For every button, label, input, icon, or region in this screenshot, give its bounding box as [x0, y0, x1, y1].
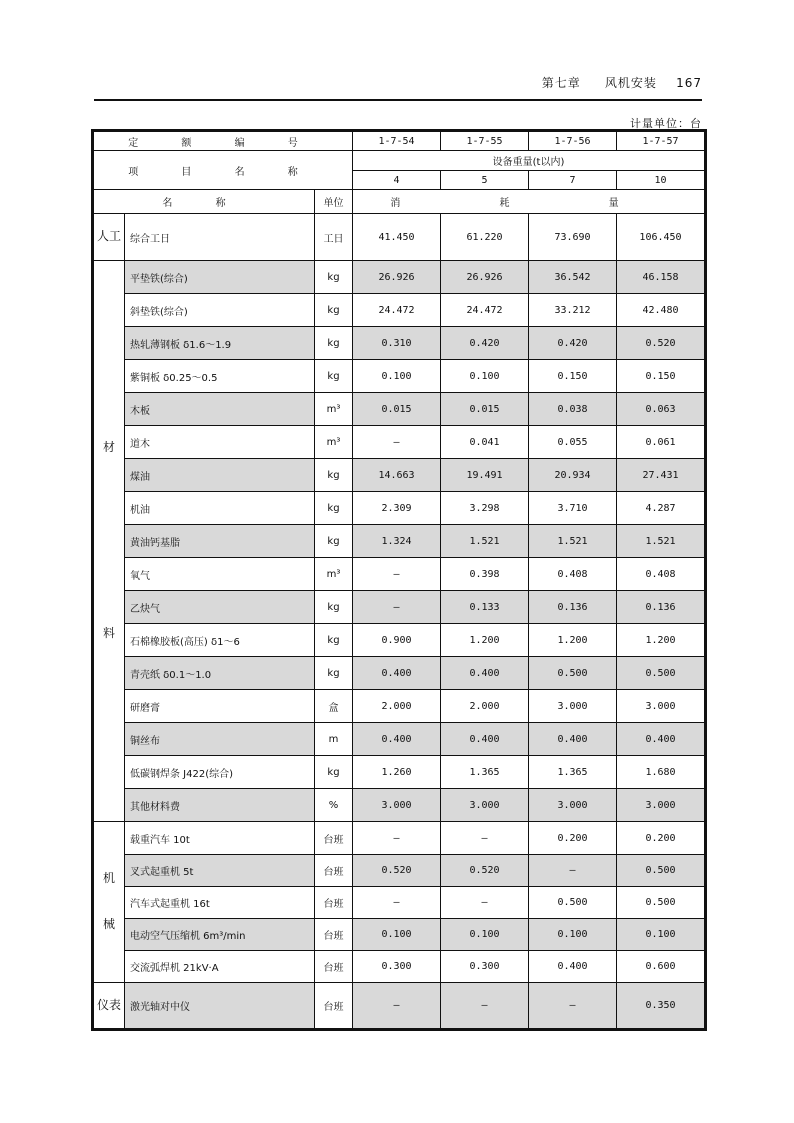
row-value: — — [353, 822, 441, 855]
table-row — [94, 822, 705, 855]
row-name: 交流弧焊机 21kV·A — [125, 951, 315, 983]
row-value: 26.926 — [441, 261, 529, 294]
unit-label: 单位 — [315, 190, 353, 214]
row-value: 1.200 — [529, 624, 617, 657]
table-row — [94, 492, 705, 525]
row-value: 0.015 — [353, 393, 441, 426]
table-row — [94, 591, 705, 624]
row-value: 0.420 — [441, 327, 529, 360]
row-name: 铜丝布 — [125, 723, 315, 756]
row-value: — — [441, 887, 529, 919]
row-value: 0.041 — [441, 426, 529, 459]
row-value: 24.472 — [441, 294, 529, 327]
row-name: 其他材料费 — [125, 789, 315, 822]
row-unit: kg — [315, 624, 353, 657]
row-value: 0.900 — [353, 624, 441, 657]
row-value: 27.431 — [617, 459, 705, 492]
weight-label: 设备重量(t以内) — [353, 151, 705, 171]
row-value: 0.100 — [441, 360, 529, 393]
row-value: — — [353, 558, 441, 591]
table-row — [94, 214, 705, 261]
row-unit: kg — [315, 459, 353, 492]
row-unit: 台班 — [315, 919, 353, 951]
row-value: 4.287 — [617, 492, 705, 525]
row-value: 3.000 — [529, 690, 617, 723]
row-value: 3.000 — [353, 789, 441, 822]
chapter-title: 风机安装 — [604, 76, 657, 90]
row-value: 3.000 — [529, 789, 617, 822]
row-value: 2.309 — [353, 492, 441, 525]
name-label: 名 称 — [94, 190, 315, 214]
row-value: 0.400 — [441, 657, 529, 690]
category-instrument — [94, 983, 125, 1029]
row-unit: kg — [315, 525, 353, 558]
header-rule — [94, 99, 702, 101]
category-machine — [94, 822, 125, 983]
row-unit: kg — [315, 756, 353, 789]
row-value: 0.500 — [617, 887, 705, 919]
row-name: 低碳钢焊条 J422(综合) — [125, 756, 315, 789]
row-value: 0.500 — [529, 657, 617, 690]
row-value: 1.324 — [353, 525, 441, 558]
row-name: 激光轴对中仪 — [125, 983, 315, 1029]
row-value: 0.100 — [353, 919, 441, 951]
row-name: 汽车式起重机 16t — [125, 887, 315, 919]
row-name: 叉式起重机 5t — [125, 855, 315, 887]
row-value: 3.710 — [529, 492, 617, 525]
weight-value: 10 — [617, 171, 705, 190]
column-header-row — [94, 190, 705, 214]
row-unit: 盒 — [315, 690, 353, 723]
table-row — [94, 756, 705, 789]
row-name: 电动空气压缩机 6m³/min — [125, 919, 315, 951]
row-name: 氧气 — [125, 558, 315, 591]
row-value: 2.000 — [441, 690, 529, 723]
item-label: 项 目 名 称 — [94, 151, 353, 190]
row-value: 0.150 — [617, 360, 705, 393]
row-value: 19.491 — [441, 459, 529, 492]
table-row — [94, 327, 705, 360]
row-value: 1.521 — [529, 525, 617, 558]
row-value: 0.133 — [441, 591, 529, 624]
table-row — [94, 855, 705, 887]
table-row — [94, 624, 705, 657]
row-value: 1.680 — [617, 756, 705, 789]
row-value: 0.038 — [529, 393, 617, 426]
weight-header-row — [94, 151, 705, 171]
category-char: 人工 — [96, 229, 121, 244]
row-unit: 台班 — [315, 887, 353, 919]
row-value: 1.365 — [529, 756, 617, 789]
row-value: 0.100 — [441, 919, 529, 951]
row-value: 0.136 — [617, 591, 705, 624]
row-value: 0.061 — [617, 426, 705, 459]
row-unit: kg — [315, 492, 353, 525]
row-value: — — [529, 855, 617, 887]
row-name: 研磨膏 — [125, 690, 315, 723]
row-unit: 台班 — [315, 951, 353, 983]
row-value: — — [353, 983, 441, 1029]
quota-code-row — [94, 132, 705, 151]
row-name: 木板 — [125, 393, 315, 426]
row-value: 0.350 — [617, 983, 705, 1029]
row-unit: % — [315, 789, 353, 822]
row-value: 0.408 — [617, 558, 705, 591]
row-value: 0.398 — [441, 558, 529, 591]
row-value: 0.100 — [353, 360, 441, 393]
row-name: 综合工日 — [125, 214, 315, 261]
quota-table — [93, 131, 705, 1029]
row-value: 0.600 — [617, 951, 705, 983]
row-value: 1.260 — [353, 756, 441, 789]
row-unit: 台班 — [315, 822, 353, 855]
row-value: 0.300 — [441, 951, 529, 983]
row-value: — — [353, 887, 441, 919]
row-value: 20.934 — [529, 459, 617, 492]
row-value: 0.063 — [617, 393, 705, 426]
row-unit: m³ — [315, 393, 353, 426]
row-value: 3.298 — [441, 492, 529, 525]
row-value: 0.200 — [617, 822, 705, 855]
row-unit: m³ — [315, 558, 353, 591]
row-name: 煤油 — [125, 459, 315, 492]
row-unit: m — [315, 723, 353, 756]
row-value: 0.400 — [529, 723, 617, 756]
table-row — [94, 558, 705, 591]
category-material — [94, 261, 125, 822]
row-value: 2.000 — [353, 690, 441, 723]
row-value: 0.520 — [353, 855, 441, 887]
row-value: 0.015 — [441, 393, 529, 426]
table-row — [94, 459, 705, 492]
table-row — [94, 360, 705, 393]
weight-value: 4 — [353, 171, 441, 190]
row-value: 0.408 — [529, 558, 617, 591]
category-char: 仪表 — [96, 997, 121, 1012]
row-value: 26.926 — [353, 261, 441, 294]
row-value: — — [353, 426, 441, 459]
quota-code: 1-7-56 — [529, 132, 617, 151]
row-name: 斜垫铁(综合) — [125, 294, 315, 327]
row-unit: 台班 — [315, 983, 353, 1029]
unit-note: 计量单位：台 — [630, 117, 702, 130]
row-unit: kg — [315, 327, 353, 360]
row-value: 0.200 — [529, 822, 617, 855]
consumption-label: 消 耗 量 — [353, 190, 705, 214]
row-value: 3.000 — [617, 789, 705, 822]
row-name: 黄油钙基脂 — [125, 525, 315, 558]
row-name: 青壳纸 δ0.1～1.0 — [125, 657, 315, 690]
row-name: 道木 — [125, 426, 315, 459]
table-row — [94, 294, 705, 327]
row-value: 0.400 — [617, 723, 705, 756]
quota-label: 定 额 编 号 — [94, 132, 353, 151]
page-number: 167 — [676, 76, 702, 90]
row-unit: kg — [315, 657, 353, 690]
row-value: 0.500 — [529, 887, 617, 919]
row-name: 石棉橡胶板(高压) δ1～6 — [125, 624, 315, 657]
row-value: 0.150 — [529, 360, 617, 393]
row-value: 0.100 — [529, 919, 617, 951]
table-row — [94, 261, 705, 294]
row-value: 0.400 — [353, 723, 441, 756]
row-value: 1.521 — [441, 525, 529, 558]
quota-code: 1-7-57 — [617, 132, 705, 151]
category-char: 械 — [102, 917, 115, 931]
category-char: 机 — [102, 871, 115, 886]
row-value: 1.200 — [617, 624, 705, 657]
row-value: 61.220 — [441, 214, 529, 261]
row-unit: kg — [315, 360, 353, 393]
row-value: 0.420 — [529, 327, 617, 360]
row-value: 33.212 — [529, 294, 617, 327]
row-value: 0.055 — [529, 426, 617, 459]
row-value: 46.158 — [617, 261, 705, 294]
table-row — [94, 393, 705, 426]
row-value: 24.472 — [353, 294, 441, 327]
row-value: 1.521 — [617, 525, 705, 558]
row-value: 0.400 — [529, 951, 617, 983]
table-row — [94, 887, 705, 919]
table-row — [94, 690, 705, 723]
table-row — [94, 657, 705, 690]
row-value: 0.400 — [353, 657, 441, 690]
row-value: 0.500 — [617, 657, 705, 690]
row-name: 平垫铁(综合) — [125, 261, 315, 294]
row-value: — — [441, 822, 529, 855]
category-char: 料 — [102, 626, 115, 640]
table-row — [94, 426, 705, 459]
row-value: — — [441, 983, 529, 1029]
row-unit: kg — [315, 294, 353, 327]
row-value: 36.542 — [529, 261, 617, 294]
row-name: 热轧薄钢板 δ1.6～1.9 — [125, 327, 315, 360]
row-unit: 台班 — [315, 855, 353, 887]
weight-value: 7 — [529, 171, 617, 190]
row-unit: m³ — [315, 426, 353, 459]
row-value: 41.450 — [353, 214, 441, 261]
row-value: 0.100 — [617, 919, 705, 951]
chapter-label: 第七章 — [541, 76, 581, 90]
row-value: 42.480 — [617, 294, 705, 327]
table-row — [94, 723, 705, 756]
row-value: — — [529, 983, 617, 1029]
row-value: 3.000 — [441, 789, 529, 822]
row-value: 0.520 — [617, 327, 705, 360]
quota-code: 1-7-55 — [441, 132, 529, 151]
row-value: — — [353, 591, 441, 624]
row-name: 紫铜板 δ0.25～0.5 — [125, 360, 315, 393]
row-value: 3.000 — [617, 690, 705, 723]
row-value: 0.136 — [529, 591, 617, 624]
page-header — [542, 74, 702, 91]
row-name: 载重汽车 10t — [125, 822, 315, 855]
row-name: 机油 — [125, 492, 315, 525]
row-value: 0.300 — [353, 951, 441, 983]
category-labor — [94, 214, 125, 261]
row-unit: 工日 — [315, 214, 353, 261]
row-value: 14.663 — [353, 459, 441, 492]
category-char: 材 — [102, 440, 115, 455]
row-name: 乙炔气 — [125, 591, 315, 624]
row-value: 0.500 — [617, 855, 705, 887]
table-row — [94, 983, 705, 1029]
table-row — [94, 525, 705, 558]
table-row — [94, 789, 705, 822]
row-value: 0.310 — [353, 327, 441, 360]
row-value: 106.450 — [617, 214, 705, 261]
table-row — [94, 951, 705, 983]
row-value: 1.200 — [441, 624, 529, 657]
weight-value: 5 — [441, 171, 529, 190]
row-value: 1.365 — [441, 756, 529, 789]
row-value: 0.520 — [441, 855, 529, 887]
table-row — [94, 919, 705, 951]
row-unit: kg — [315, 261, 353, 294]
quota-code: 1-7-54 — [353, 132, 441, 151]
row-value: 0.400 — [441, 723, 529, 756]
row-unit: kg — [315, 591, 353, 624]
row-value: 73.690 — [529, 214, 617, 261]
